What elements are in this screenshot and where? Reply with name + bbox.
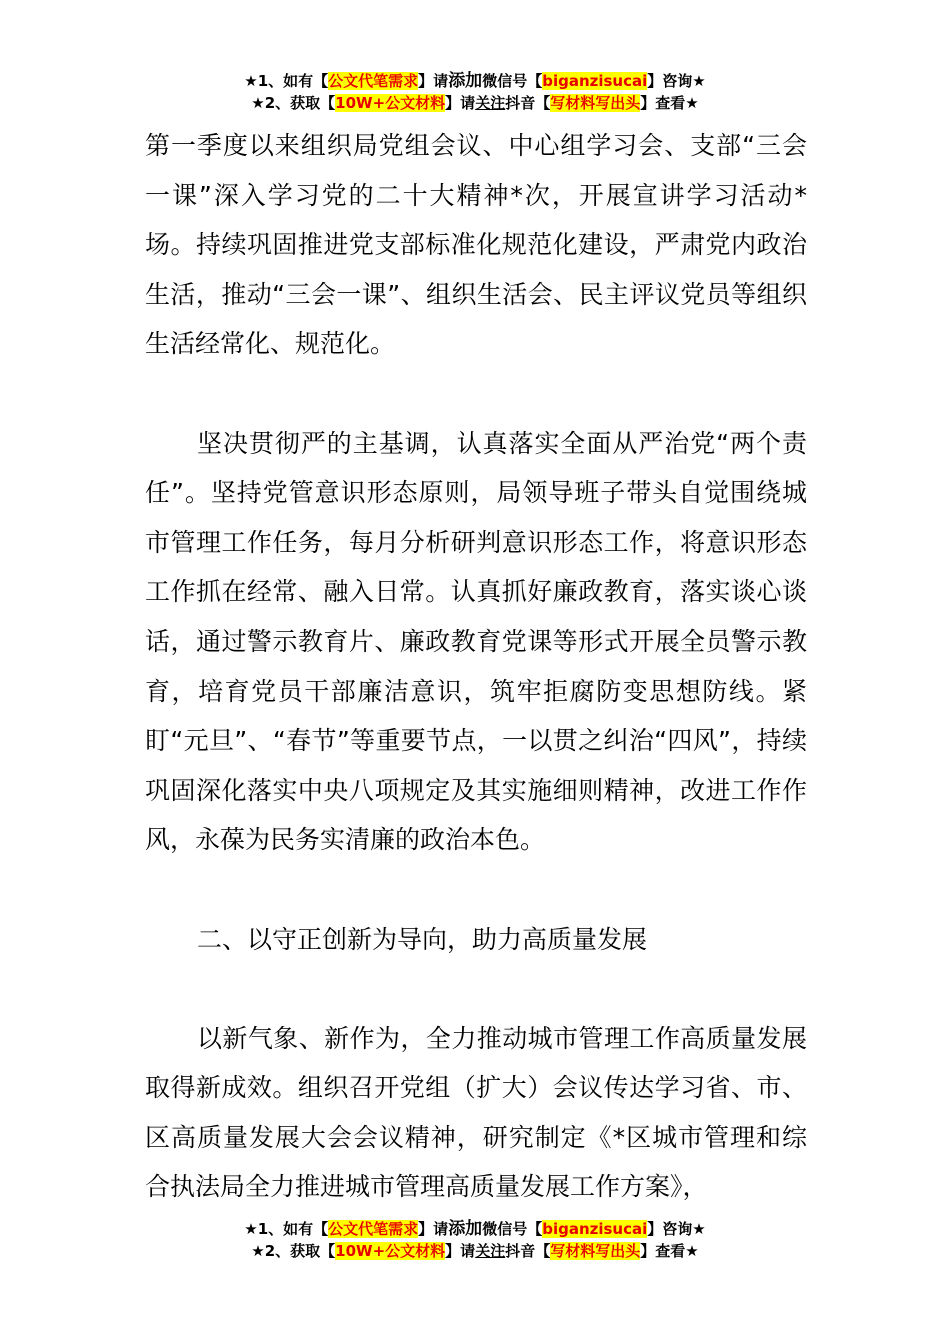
banner-line-2 [0, 92, 950, 114]
star-icon: ★ [685, 94, 699, 112]
banner-text: 抖音【 [505, 1242, 551, 1260]
highlight-text: 写材料写出头 [550, 1242, 641, 1260]
banner-text: 微信号【 [482, 72, 543, 90]
highlight-text: biganzisucai [542, 72, 648, 90]
footer-banner [0, 1218, 950, 1262]
star-icon: ★ [251, 1242, 265, 1260]
banner-text: 添加 [448, 1219, 483, 1239]
star-icon: ★ [244, 1220, 258, 1238]
star-icon: ★ [685, 1242, 699, 1260]
document-body [145, 121, 807, 1212]
paragraph-3: 以新气象、新作为，全力推动城市管理工作高质量发展取得新成效。组织召开党组（扩大）会议传达学习省、市、区高质量发展大会会议精神，研究制定《*区城市管理和综合执法局全力推进城市管理高质量发展工作方案》， [145, 1023, 807, 1202]
banner-text: 关注 [475, 94, 506, 112]
banner-text: 抖音【 [505, 94, 551, 112]
star-icon: ★ [244, 72, 258, 90]
banner-text: 】请 [418, 1220, 449, 1238]
star-icon: ★ [692, 1220, 706, 1238]
paragraph-spacer [145, 964, 807, 1014]
paragraph-1: 第一季度以来组织局党组会议、中心组学习会、支部“三会一课”深入学习党的二十大精神*次，开展宣讲学习活动*场。持续巩固推进党支部标准化规范化建设，严肃党内政治生活，推动“三会一课”、组织生活会、民主评议党员等组织生活经常化、规范化。 [145, 131, 807, 359]
banner-text: 】咨询 [647, 72, 693, 90]
banner-text: 关注 [475, 1242, 506, 1260]
highlight-text: 10W+公文材料 [335, 94, 446, 112]
banner-text: 】请 [445, 94, 476, 112]
banner-text: 1、如有【 [257, 1220, 329, 1238]
banner-text: 2、获取【 [264, 1242, 336, 1260]
highlight-text: 写材料写出头 [550, 94, 641, 112]
banner-text: 】请 [445, 1242, 476, 1260]
banner-text: 】请 [418, 72, 449, 90]
banner-line-1 [0, 70, 950, 92]
star-icon: ★ [692, 72, 706, 90]
highlight-text: biganzisucai [542, 1220, 648, 1238]
section-heading: 二、以守正创新为导向，助力高质量发展 [197, 924, 648, 954]
paragraph-spacer [145, 369, 807, 419]
highlight-text: 公文代笔需求 [328, 72, 419, 90]
highlight-text: 公文代笔需求 [328, 1220, 419, 1238]
paragraph-spacer [145, 865, 807, 915]
highlight-text: 10W+公文材料 [335, 1242, 446, 1260]
header-banner [0, 70, 950, 114]
paragraph-2: 坚决贯彻严的主基调，认真落实全面从严治党“两个责任”。坚持党管意识形态原则，局领导班子带头自觉围绕城市管理工作任务，每月分析研判意识形态工作，将意识形态工作抓在经常、融入日常。认真抓好廉政教育，落实谈心谈话，通过警示教育片、廉政教育党课等形式开展全员警示教育，培育党员干部廉洁意识，筑牢拒腐防变思想防线。紧盯“元旦”、“春节”等重要节点，一以贯之纠治“四风”，持续巩固深化落实中央八项规定及其实施细则精神，改进工作作风，永葆为民务实清廉的政治本色。 [145, 428, 807, 855]
banner-text: 】查看 [640, 1242, 686, 1260]
banner-line-2 [0, 1240, 950, 1262]
banner-text: 微信号【 [482, 1220, 543, 1238]
banner-text: 】查看 [640, 94, 686, 112]
banner-line-1 [0, 1218, 950, 1240]
banner-text: 添加 [448, 71, 483, 91]
banner-text: 2、获取【 [264, 94, 336, 112]
banner-text: 1、如有【 [257, 72, 329, 90]
banner-text: 】咨询 [647, 1220, 693, 1238]
star-icon: ★ [251, 94, 265, 112]
